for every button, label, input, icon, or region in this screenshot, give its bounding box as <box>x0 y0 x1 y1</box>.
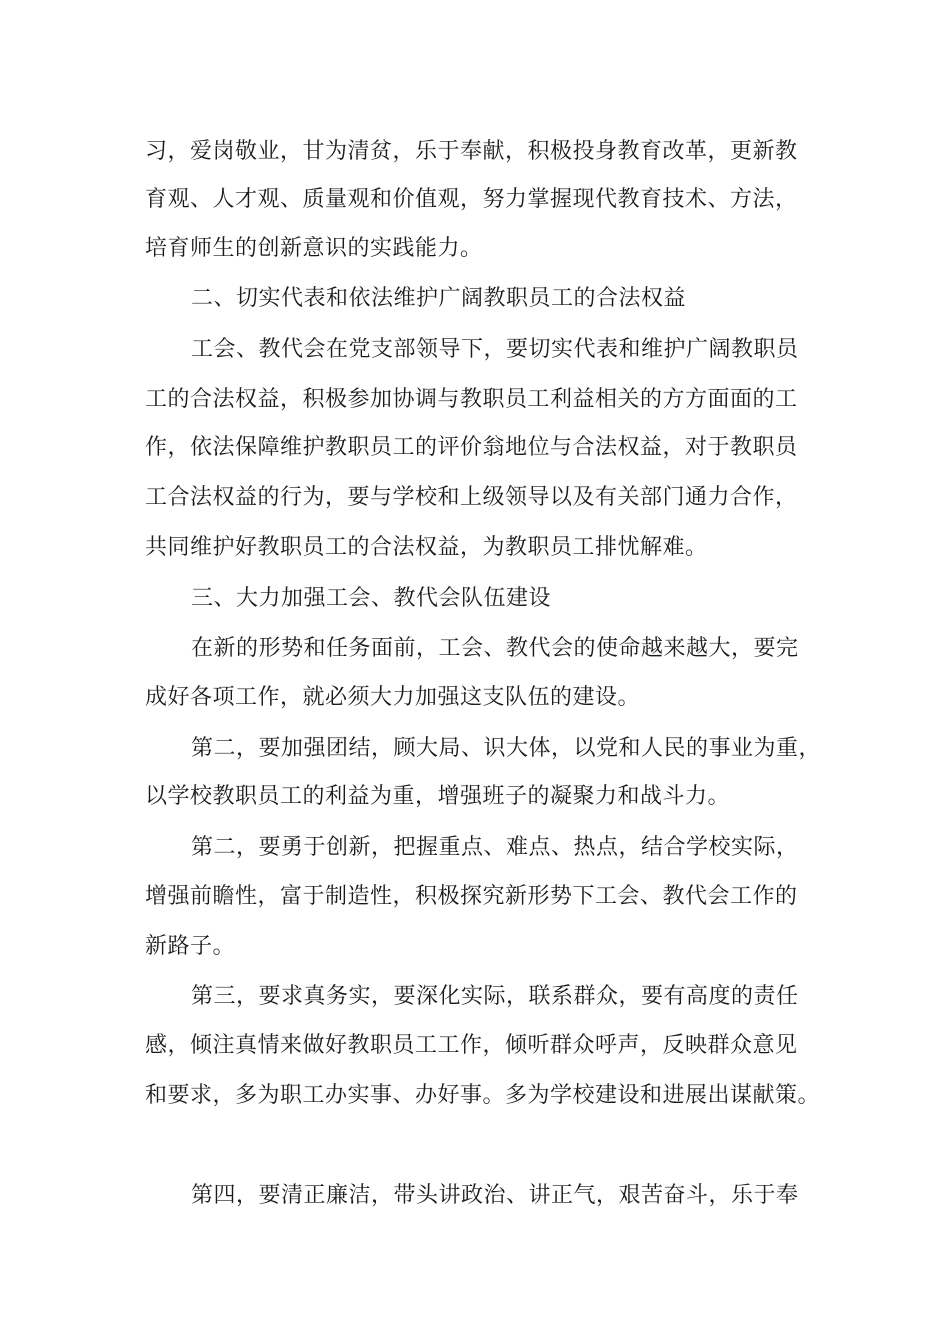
text-line: 育观、人才观、质量观和价值观，努力掌握现代教育技术、方法， <box>145 187 798 212</box>
text-line: 工合法权益的行为，要与学校和上级领导以及有关部门通力合作， <box>145 485 798 510</box>
text-line: 共同维护好教职员工的合法权益，为教职员工排忧解难。 <box>145 535 708 560</box>
text-line: 成好各项工作，就必须大力加强这支队伍的建设。 <box>145 685 641 710</box>
section-heading: 二、切实代表和依法维护广阔教职员工的合法权益 <box>191 286 687 311</box>
text-line: 工的合法权益，积极参加协调与教职员工利益相关的方方面面的工 <box>145 387 798 412</box>
text-line: 第二，要加强团结，顾大局、识大体，以党和人民的事业为重， <box>191 736 822 761</box>
text-line: 新路子。 <box>145 934 236 959</box>
text-line: 习，爱岗敬业，甘为清贫，乐于奉献，积极投身教育改革，更新教 <box>145 139 798 164</box>
text-line: 培育师生的创新意识的实践能力。 <box>145 236 483 261</box>
text-line: 以学校教职员工的利益为重，增强班子的凝聚力和战斗力。 <box>145 784 731 809</box>
text-line: 在新的形势和任务面前，工会、教代会的使命越来越大，要完 <box>191 636 799 661</box>
text-line: 作，依法保障维护教职员工的评价翁地位与合法权益，对于教职员 <box>145 435 798 460</box>
section-heading: 三、大力加强工会、教代会队伍建设 <box>191 586 552 611</box>
text-line: 感，倾注真情来做好教职员工工作，倾听群众呼声，反映群众意见 <box>145 1033 798 1058</box>
text-line: 第四，要清正廉洁，带头讲政治、讲正气，艰苦奋斗，乐于奉 <box>191 1183 799 1208</box>
text-line: 和要求，多为职工办实事、办好事。多为学校建设和进展出谋献策。 <box>145 1083 821 1108</box>
text-line: 工会、教代会在党支部领导下，要切实代表和维护广阔教职员 <box>191 337 799 362</box>
text-line: 第三，要求真务实，要深化实际，联系群众，要有高度的责任 <box>191 984 799 1009</box>
text-line: 增强前瞻性，富于制造性，积极探究新形势下工会、教代会工作的 <box>145 884 798 909</box>
text-line: 第二，要勇于创新，把握重点、难点、热点，结合学校实际， <box>191 835 799 860</box>
